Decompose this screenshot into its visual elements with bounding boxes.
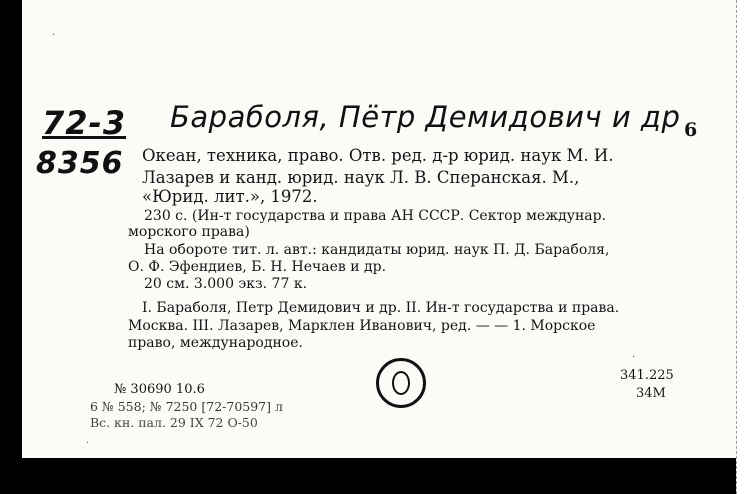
card-info-line2: 6 № 558; № 7250 [72-70597] л (90, 399, 283, 414)
speck: · (86, 438, 90, 449)
card-edge (736, 0, 750, 494)
speck: · (632, 352, 636, 363)
tracings-line-3: право, международное. (128, 335, 303, 351)
shelf-mark-line2: 8356 (36, 146, 124, 181)
tracings-line-1: I. Бараболя, Петр Демидович и др. II. Ин-т государства и права. (142, 300, 620, 316)
heading-suffix: 6 (684, 119, 698, 141)
shelf-mark-line1: 72-3 (42, 104, 127, 142)
verso-line-1: На обороте тит. л. авт.: кандидаты юрид. наук П. Д. Бараболя, (144, 242, 610, 258)
pages-line-1: 230 с. (Ин-т государства и права АН СССР. Сектор междунар. (144, 208, 607, 224)
title-line-2: Лазарев и канд. юрид. наук Л. В. Сперанская. М., (142, 168, 580, 187)
class-number-line2: 34М (636, 386, 666, 401)
pages-line-2: морского права) (128, 224, 250, 240)
handwritten-heading: Бараболя, Пётр Демидович и др (170, 100, 681, 134)
title-line-3: «Юрид. лит.», 1972. (142, 187, 318, 206)
size-price: 20 см. 3.000 экз. 77 к. (144, 276, 308, 292)
class-number-line1: 341.225 (620, 368, 674, 383)
title-line-1: Океан, техника, право. Отв. ред. д-р юрид. наук М. И. (142, 146, 614, 165)
verso-line-2: О. Ф. Эфендиев, Б. Н. Нечаев и др. (128, 259, 387, 275)
speck: · (52, 30, 56, 41)
tracings-line-2: Москва. III. Лазарев, Маркл​ен Иванович, ред. — — 1. Морское (128, 318, 596, 334)
card-info-line3: Вс. кн. пал. 29 IX 72 О-50 (90, 415, 258, 430)
round-stamp (376, 358, 426, 408)
card-info-line1: № 30690 10.6 (114, 382, 205, 397)
catalog-card (22, 0, 750, 458)
